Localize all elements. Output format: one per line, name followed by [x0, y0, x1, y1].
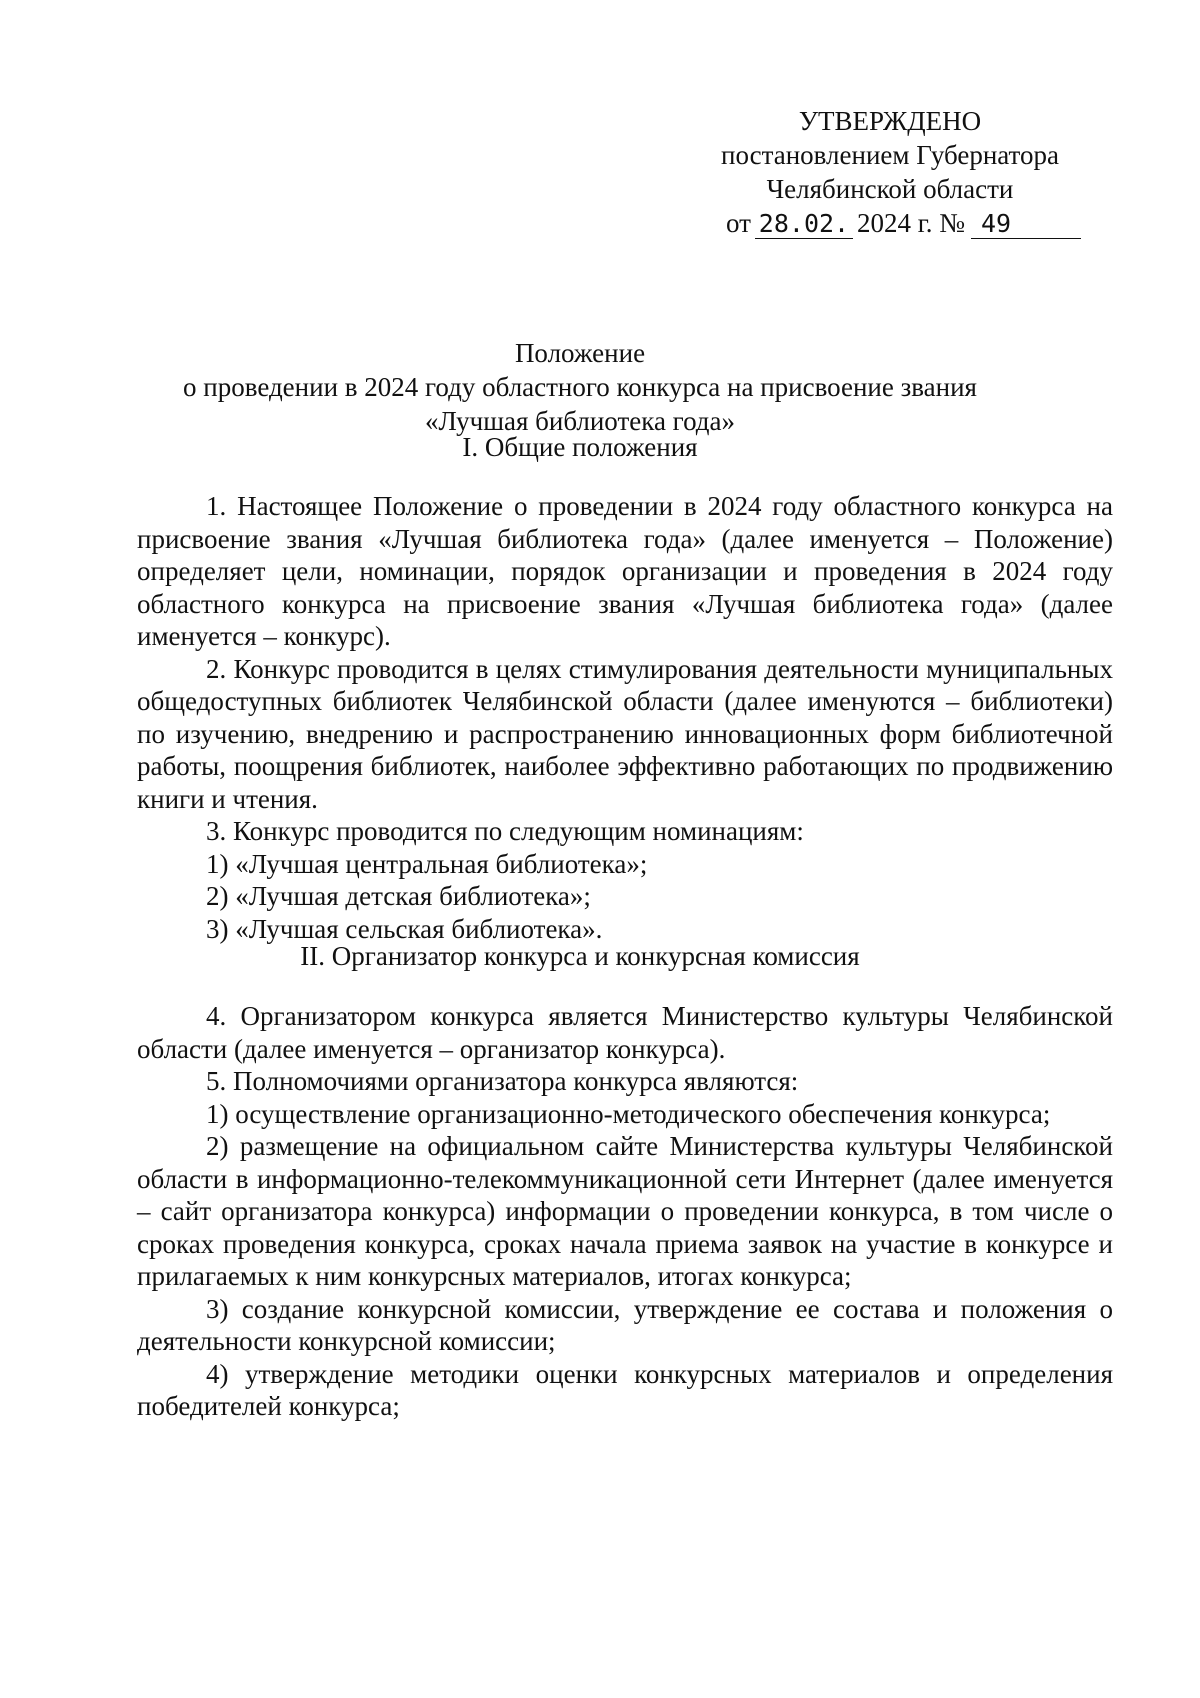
list-item: 4) утверждение методики оценки конкурсных материалов и определения победителей конкурса;: [137, 1358, 1113, 1421]
paragraph: 4. Организатором конкурса является Министерство культуры Челябинской области (далее именуется – организатор конкурса).: [137, 1001, 1113, 1064]
paragraph: 5. Полномочиями организатора конкурса являются:: [206, 1066, 799, 1096]
approval-date: 28.02.: [755, 210, 853, 239]
approval-line-2: Челябинской области: [766, 174, 1014, 204]
title-line-3: «Лучшая библиотека года»: [424, 406, 736, 436]
title-line-2: о проведении в 2024 году областного конкурса на присвоение звания: [183, 372, 977, 402]
paragraph: 2. Конкурс проводится в целях стимулирования деятельности муниципальных общедоступных библиотек Челябинской области (далее именуются – библиотеки) по изучению, внедрению и распространению инновационных форм библиотечной работы, поощрения библиотек, наиболее эффективно работающих по продвижению книги и чтения.: [137, 653, 1113, 814]
list-item: 2) размещение на официальном сайте Министерства культуры Челябинской области в информационно-телекоммуникационной сети Интернет (далее именуется – сайт организатора конкурса) информации о проведении конкурса, в том числе о сроках проведения конкурса, сроках начала приема заявок на участие в конкурсе и прилагаемых к ним конкурсных материалов, итогах конкурса;: [137, 1131, 1113, 1291]
section-1-body: [137, 490, 1113, 945]
approval-number: 49: [971, 210, 1081, 239]
date-prefix: от: [726, 208, 751, 238]
list-item: 3) «Лучшая сельская библиотека».: [206, 913, 603, 944]
approval-block: [690, 104, 1090, 240]
list-item: 2) «Лучшая детская библиотека»;: [206, 881, 591, 911]
paragraph: 3. Конкурс проводится по следующим номинациям:: [206, 816, 804, 846]
year-text: 2024 г. №: [856, 208, 965, 238]
approval-date-line: [690, 206, 1090, 240]
list-item: 3) создание конкурсной комиссии, утверждение ее состава и положения о деятельности конкурсной комиссии;: [137, 1293, 1113, 1356]
section-2-heading: II. Организатор конкурса и конкурсная комиссия: [300, 941, 860, 971]
document-title: [130, 336, 1030, 438]
list-item: 1) осуществление организационно-методического обеспечения конкурса;: [206, 1098, 1051, 1129]
approval-line-1: постановлением Губернатора: [721, 140, 1059, 170]
paragraph: 1. Настоящее Положение о проведении в 2024 году областного конкурса на присвоение звания «Лучшая библиотека года» (далее именуется – Положение) определяет цели, номинации, порядок организации и проведения в 2024 году областного конкурса на присвоение звания «Лучшая библиотека года» (далее именуется – конкурс).: [137, 491, 1113, 651]
list-item: 1) «Лучшая центральная библиотека»;: [206, 848, 648, 879]
approval-stamp: УТВЕРЖДЕНО: [798, 106, 982, 136]
section-2-body: [137, 1000, 1113, 1423]
title-line-1: Положение: [514, 338, 646, 368]
section-1-heading: I. Общие положения: [462, 432, 698, 462]
